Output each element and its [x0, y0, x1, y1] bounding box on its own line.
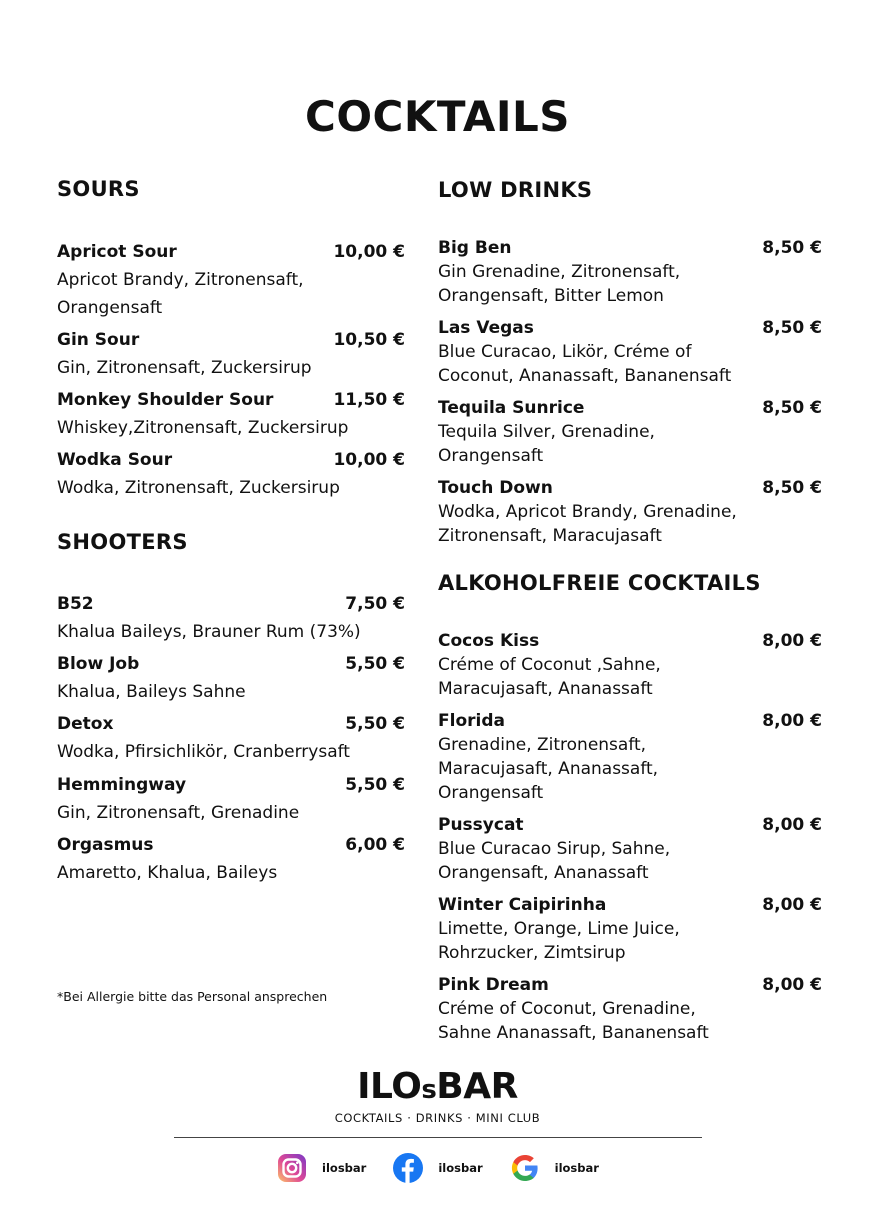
item-name: Blow Job: [57, 654, 140, 674]
menu-item: [57, 386, 405, 442]
social-handle: ilosbar: [554, 1161, 599, 1175]
item-description: Créme of Coconut ,Sahne, Maracujasaft, Ananassaft: [438, 655, 661, 699]
item-price: 6,00 €: [345, 835, 405, 855]
menu-item: [57, 710, 405, 766]
item-name: Pussycat: [438, 815, 524, 835]
item-name: Winter Caipirinha: [438, 895, 607, 915]
item-price: 5,50 €: [345, 714, 405, 734]
item-price: 10,50 €: [333, 330, 405, 350]
menu-item: [57, 326, 405, 382]
item-description: Wodka, Apricot Brandy, Grenadine, Zitronensaft, Maracujasaft: [438, 502, 737, 546]
logo-part: ILO: [357, 1066, 422, 1107]
item-name: Apricot Sour: [57, 242, 177, 262]
item-name: Detox: [57, 714, 114, 734]
logo-tagline: COCKTAILS · DRINKS · MINI CLUB: [334, 1111, 541, 1125]
item-description: Apricot Brandy, Zitronensaft, Orangensaft: [57, 270, 304, 318]
item-description: Khalua, Baileys Sahne: [57, 682, 246, 702]
logo-part: BAR: [436, 1066, 518, 1107]
item-name: Monkey Shoulder Sour: [57, 390, 274, 410]
menu-item: [438, 236, 822, 308]
menu-item: [438, 476, 822, 548]
section-title-sours: SOURS: [57, 177, 140, 201]
menu-item: [57, 446, 405, 502]
footer-divider: [174, 1137, 702, 1138]
item-name: Gin Sour: [57, 330, 140, 350]
item-description: Khalua Baileys, Brauner Rum (73%): [57, 622, 361, 642]
item-price: 5,50 €: [345, 775, 405, 795]
item-description: Tequila Silver, Grenadine, Orangensaft: [438, 422, 655, 466]
item-price: 8,50 €: [762, 478, 822, 498]
item-name: Tequila Sunrice: [438, 398, 585, 418]
menu-item: [438, 813, 822, 885]
menu-item: [438, 709, 822, 805]
social-google[interactable]: [509, 1152, 599, 1184]
menu-item: [438, 629, 822, 701]
item-name: B52: [57, 594, 94, 614]
item-description: Gin Grenadine, Zitronensaft, Orangensaft, Bitter Lemon: [438, 262, 681, 306]
section-title-alkoholfreie: ALKOHOLFREIE COCKTAILS: [438, 571, 761, 595]
social-facebook[interactable]: [392, 1152, 482, 1184]
item-price: 8,00 €: [762, 815, 822, 835]
item-name: Pink Dream: [438, 975, 549, 995]
menu-item: [57, 771, 405, 827]
item-description: Wodka, Zitronensaft, Zuckersirup: [57, 478, 340, 498]
item-name: Wodka Sour: [57, 450, 173, 470]
item-description: Limette, Orange, Lime Juice, Rohrzucker, Zimtsirup: [438, 919, 680, 963]
item-description: Blue Curacao Sirup, Sahne, Orangensaft, Ananassaft: [438, 839, 671, 883]
menu-item: [438, 396, 822, 468]
item-name: Las Vegas: [438, 318, 534, 338]
logo-wordmark: [0, 1068, 875, 1109]
item-price: 5,50 €: [345, 654, 405, 674]
menu-item: [438, 973, 822, 1045]
item-name: Touch Down: [438, 478, 553, 498]
item-price: 11,50 €: [333, 390, 405, 410]
item-price: 10,00 €: [333, 242, 405, 262]
menu-item: [57, 831, 405, 887]
item-description: Whiskey,Zitronensaft, Zuckersirup: [57, 418, 349, 438]
section-title-low-drinks: LOW DRINKS: [438, 178, 593, 202]
item-name: Big Ben: [438, 238, 512, 258]
item-price: 8,00 €: [762, 711, 822, 731]
menu-item: [57, 650, 405, 706]
instagram-icon: [276, 1152, 308, 1184]
item-price: 8,50 €: [762, 398, 822, 418]
item-description: Gin, Zitronensaft, Zuckersirup: [57, 358, 312, 378]
menu-item: [57, 590, 405, 646]
item-description: Blue Curacao, Likör, Créme of Coconut, Ananassaft, Bananensaft: [438, 342, 732, 386]
item-name: Hemmingway: [57, 775, 187, 795]
item-name: Orgasmus: [57, 835, 154, 855]
allergy-note: *Bei Allergie bitte das Personal ansprechen: [57, 989, 328, 1004]
item-description: Grenadine, Zitronensaft, Maracujasaft, Ananassaft, Orangensaft: [438, 735, 659, 803]
section-title-shooters: SHOOTERS: [57, 530, 188, 554]
item-price: 8,50 €: [762, 318, 822, 338]
menu-item: [438, 316, 822, 388]
item-name: Cocos Kiss: [438, 631, 540, 651]
item-description: Wodka, Pfirsichlikör, Cranberrysaft: [57, 742, 350, 762]
social-instagram[interactable]: [276, 1152, 366, 1184]
ilosbar-logo: [0, 1068, 875, 1125]
menu-item: [57, 238, 405, 322]
google-icon: [509, 1152, 541, 1184]
item-name: Florida: [438, 711, 505, 731]
page-title: COCKTAILS: [305, 92, 570, 141]
social-row: [0, 1152, 875, 1184]
social-handle: ilosbar: [438, 1161, 483, 1175]
item-price: 7,50 €: [345, 594, 405, 614]
facebook-icon: [392, 1152, 424, 1184]
item-price: 10,00 €: [333, 450, 405, 470]
item-price: 8,50 €: [762, 238, 822, 258]
item-price: 8,00 €: [762, 895, 822, 915]
item-description: Créme of Coconut, Grenadine, Sahne Ananassaft, Bananensaft: [438, 999, 709, 1043]
item-description: Amaretto, Khalua, Baileys: [57, 863, 278, 883]
item-price: 8,00 €: [762, 631, 822, 651]
item-price: 8,00 €: [762, 975, 822, 995]
logo-part: s: [421, 1075, 437, 1105]
item-description: Gin, Zitronensaft, Grenadine: [57, 803, 300, 823]
menu-item: [438, 893, 822, 965]
social-handle: ilosbar: [322, 1161, 367, 1175]
